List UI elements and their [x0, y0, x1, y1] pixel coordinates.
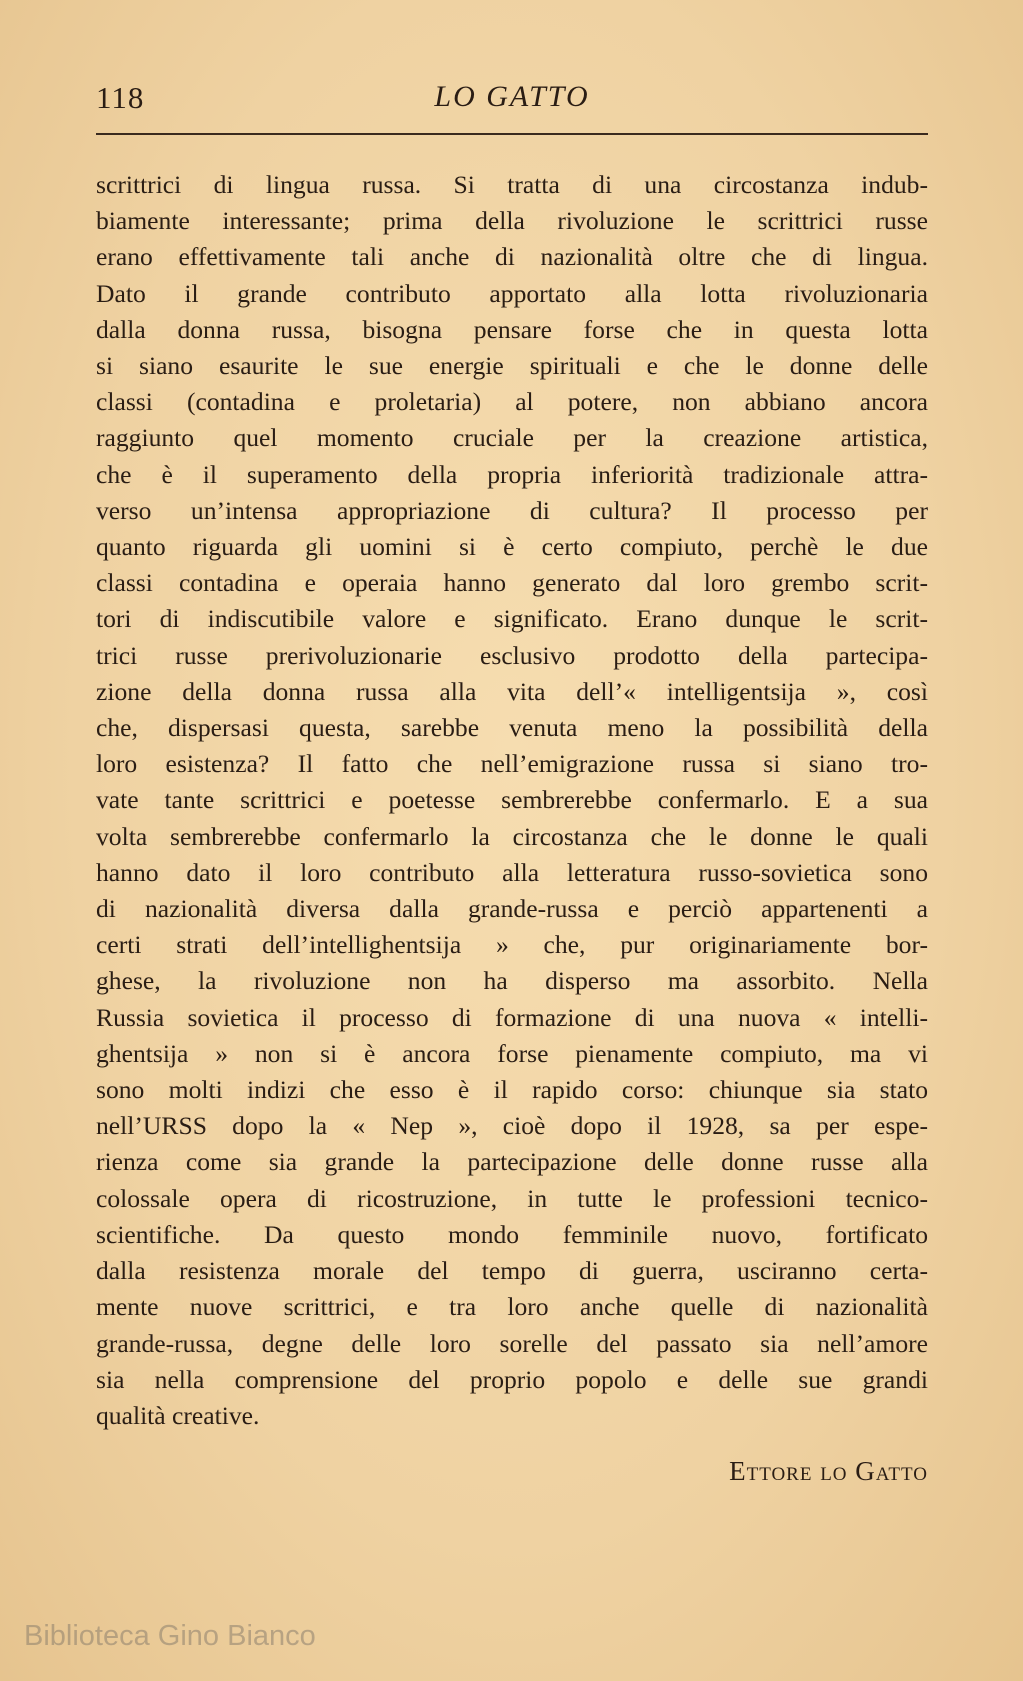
author-signature: Ettore lo Gatto	[729, 1456, 928, 1486]
text-line: certi strati dell’intellighentsija » che, pur originariamente bor-	[96, 930, 928, 960]
text-line: Dato il grande contributo apportato alla lotta rivoluzionaria	[96, 278, 928, 308]
text-line: sono molti indizi che esso è il rapido corso: chiunque sia stato	[96, 1075, 928, 1105]
text-line: che è il superamento della propria inferiorità tradizionale attra-	[96, 459, 928, 489]
text-line: che, dispersasi questa, sarebbe venuta meno la possibilità della	[96, 713, 928, 743]
text-line: verso un’intensa appropriazione di cultura? Il processo per	[96, 495, 928, 525]
text-line: dalla donna russa, bisogna pensare forse che in questa lotta	[96, 314, 928, 344]
text-line: mente nuove scrittrici, e tra loro anche quelle di nazionalità	[96, 1292, 928, 1322]
text-line: loro esistenza? Il fatto che nell’emigrazione russa si siano tro-	[96, 749, 928, 779]
text-line: qualità creative.	[96, 1400, 260, 1430]
text-line: raggiunto quel momento cruciale per la creazione artistica,	[96, 423, 928, 453]
text-line: dalla resistenza morale del tempo di guerra, usciranno certa-	[96, 1256, 928, 1286]
header-rule	[96, 133, 928, 135]
text-line: sia nella comprensione del proprio popolo e delle sue grandi	[96, 1364, 928, 1394]
text-line: tori di indiscutibile valore e significato. Erano dunque le scrit-	[96, 604, 928, 634]
text-line: colossale opera di ricostruzione, in tutte le professioni tecnico-	[96, 1183, 928, 1213]
text-line: zione della donna russa alla vita dell’« intelligentsija », così	[96, 676, 928, 706]
text-line: trici russe prerivoluzionarie esclusivo prodotto della partecipa-	[96, 640, 928, 670]
body-text	[96, 167, 928, 1434]
page-header	[96, 80, 928, 120]
text-line: erano effettivamente tali anche di nazionalità oltre che di lingua.	[96, 242, 928, 272]
text-line: vate tante scrittrici e poetesse sembrerebbe confermarlo. E a sua	[96, 785, 928, 815]
text-line: scrittrici di lingua russa. Si tratta di una circostanza indub-	[96, 170, 928, 199]
page-number: 118	[96, 80, 145, 115]
text-line: grande-russa, degne delle loro sorelle del passato sia nell’amore	[96, 1328, 928, 1358]
text-line: quanto riguarda gli uomini si è certo compiuto, perchè le due	[96, 532, 928, 562]
text-line: hanno dato il loro contributo alla letteratura russo-sovietica sono	[96, 857, 928, 887]
text-line: classi contadina e operaia hanno generato dal loro grembo scrit-	[96, 568, 928, 598]
text-line: classi (contadina e proletaria) al potere, non abbiano ancora	[96, 387, 928, 417]
text-line: di nazionalità diversa dalla grande-russa e perciò appartenenti a	[96, 894, 928, 924]
text-line: volta sembrerebbe confermarlo la circostanza che le donne le quali	[96, 821, 928, 851]
library-watermark: Biblioteca Gino Bianco	[24, 1620, 316, 1652]
text-line: nell’URSS dopo la « Nep », cioè dopo il 1928, sa per espe-	[96, 1111, 928, 1141]
text-line: biamente interessante; prima della rivoluzione le scrittrici russe	[96, 206, 928, 236]
text-line: ghese, la rivoluzione non ha disperso ma assorbito. Nella	[96, 966, 928, 996]
text-line: Russia sovietica il processo di formazione di una nuova « intelli-	[96, 1002, 928, 1032]
running-head: LO GATTO	[434, 80, 590, 113]
text-line: scientifiche. Da questo mondo femminile nuovo, fortificato	[96, 1219, 928, 1249]
text-line: si siano esaurite le sue energie spirituali e che le donne delle	[96, 351, 928, 381]
text-line: ghentsija » non si è ancora forse pienamente compiuto, ma vi	[96, 1038, 928, 1068]
text-line: rienza come sia grande la partecipazione delle donne russe alla	[96, 1147, 928, 1177]
